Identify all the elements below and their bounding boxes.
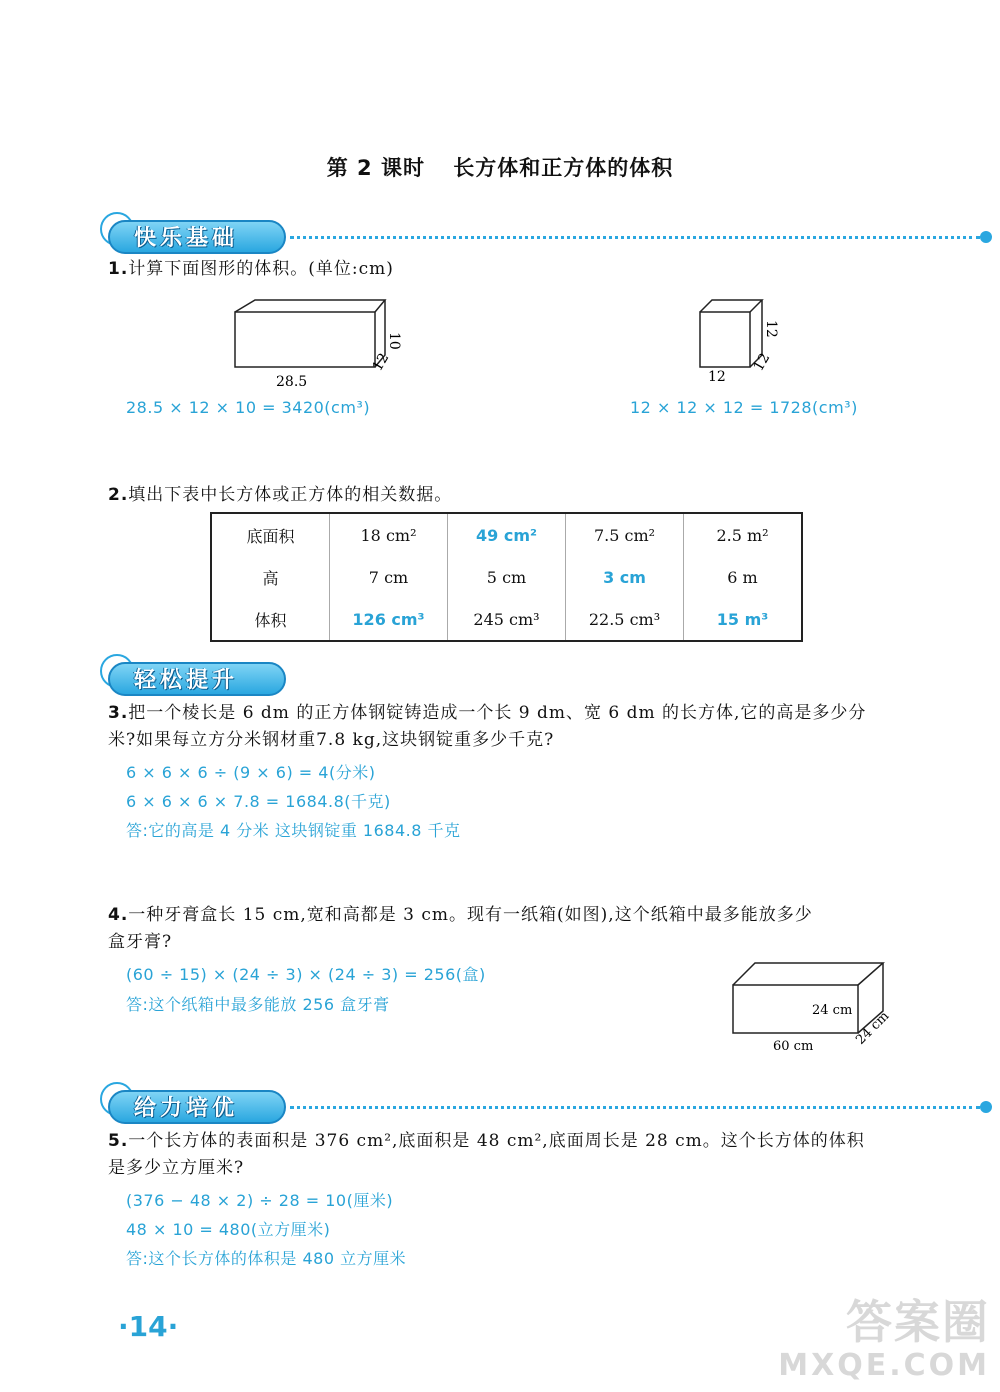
q4-answer-2: 答:这个纸箱中最多能放 256 盒牙膏 — [126, 995, 390, 1014]
question-2: 2.填出下表中长方体或正方体的相关数据。 — [108, 485, 453, 505]
section-header-improve — [100, 660, 1000, 700]
carton-height-label: 24 cm — [812, 1003, 853, 1018]
fig1-length-label: 28.5 — [276, 374, 308, 390]
section-header-advanced — [100, 1088, 1000, 1128]
fig1-width-label: 12 — [369, 350, 393, 374]
question-3: 3.把一个棱长是 6 dm 的正方体钢锭铸造成一个长 9 dm、宽 6 dm 的长方体,它的高是多少分 米?如果每立方分米钢材重7.8 kg,这块钢锭重多少千克? — [108, 703, 867, 750]
carton-figure — [725, 955, 905, 1060]
table-row: 高 7 cm 5 cm 3 cm 6 m — [212, 556, 801, 598]
table-row: 体积 126 cm³ 245 cm³ 22.5 cm³ 15 m³ — [212, 598, 801, 640]
page-title — [0, 152, 1000, 182]
section-header-basic — [100, 218, 1000, 258]
data-table — [210, 512, 803, 642]
q3-answer-2: 6 × 6 × 6 × 7.8 = 1684.8(千克) — [126, 792, 391, 811]
question-4: 4.一种牙膏盒长 15 cm,宽和高都是 3 cm。现有一纸箱(如图),这个纸箱中最多能放多少 盒牙膏? — [108, 905, 813, 952]
q5-answer-2: 48 × 10 = 480(立方厘米) — [126, 1220, 331, 1239]
q3-answer-1: 6 × 6 × 6 ÷ (9 × 6) = 4(分米) — [126, 763, 376, 782]
lesson-topic: 长方体和正方体的体积 — [453, 156, 674, 180]
q5-answer-3: 答:这个长方体的体积是 480 立方厘米 — [126, 1249, 407, 1268]
q5-answer-1: (376 − 48 × 2) ÷ 28 = 10(厘米) — [126, 1191, 394, 1210]
carton-width-label: 24 cm — [853, 1008, 893, 1048]
section-title: 轻松提升 — [134, 668, 239, 693]
fig2-length-label: 12 — [708, 369, 726, 385]
cube-figure-2 — [690, 292, 800, 392]
watermark: 答案圈 MXQE.COM — [778, 1295, 990, 1383]
carton-length-label: 60 cm — [773, 1039, 814, 1054]
section-title: 给力培优 — [134, 1096, 239, 1121]
lesson-number: 第 2 课时 — [326, 156, 425, 180]
q4-answer-1: (60 ÷ 15) × (24 ÷ 3) × (24 ÷ 3) = 256(盒) — [126, 965, 486, 984]
q1-answer-1: 28.5 × 12 × 10 = 3420(cm³) — [126, 398, 371, 417]
q3-answer-3: 答:它的高是 4 分米 这块钢锭重 1684.8 千克 — [126, 821, 461, 840]
question-5: 5.一个长方体的表面积是 376 cm²,底面积是 48 cm²,底面周长是 28 cm。这个长方体的体积 是多少立方厘米? — [108, 1131, 865, 1178]
question-1: 1.计算下面图形的体积。(单位:cm) — [108, 259, 394, 279]
cuboid-figure-1 — [220, 292, 420, 392]
table-row: 底面积 18 cm² 49 cm² 7.5 cm² 2.5 m² — [212, 514, 801, 556]
fig2-height-label: 12 — [763, 320, 779, 338]
fig1-height-label: 10 — [386, 332, 402, 350]
q1-answer-2: 12 × 12 × 12 = 1728(cm³) — [630, 398, 858, 417]
section-title: 快乐基础 — [134, 226, 239, 251]
fig2-width-label: 12 — [750, 350, 774, 374]
page-number: ·14· — [118, 1310, 179, 1343]
